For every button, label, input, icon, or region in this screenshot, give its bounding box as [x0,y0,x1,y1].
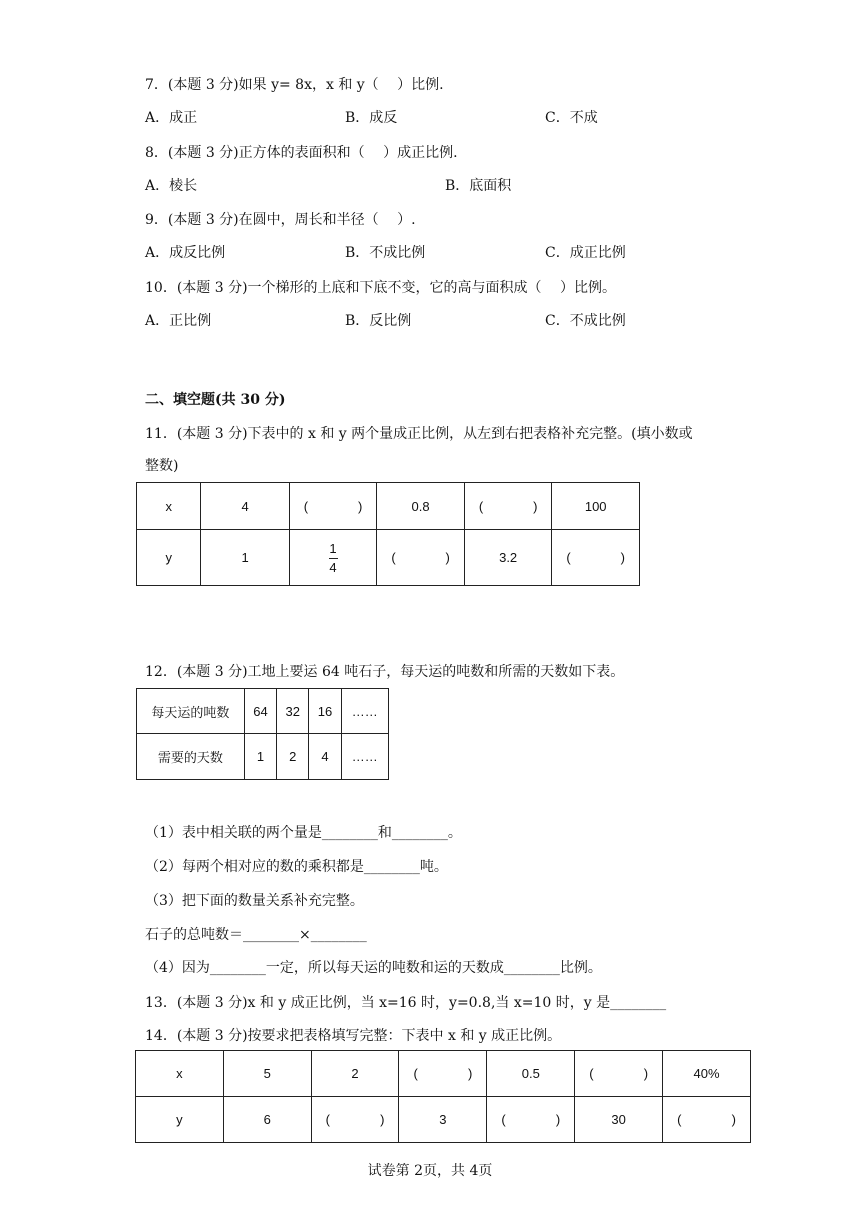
q11-blank-cell[interactable]: ( ) [464,483,552,530]
q12-cell: 16 [309,689,341,734]
q12-cell: 4 [309,734,341,780]
q14-blank-cell[interactable]: ( ) [663,1097,751,1143]
q14-cell: 2 [311,1051,399,1097]
q14-blank-cell[interactable]: ( ) [311,1097,399,1143]
q8-option-b: B．底面积 [445,178,512,194]
q11-cell: 100 [552,483,640,530]
q7-option-c: C．不成 [545,110,598,126]
q12-cell: 64 [244,689,276,734]
q14-cell-y-label: y [136,1097,224,1143]
q14-cell: 40% [663,1051,751,1097]
q14-blank-cell[interactable]: ( ) [575,1051,663,1097]
q11-cell: 3.2 [464,530,552,586]
q12-sub3-formula: 石子的总吨数＝________×________ [145,927,367,943]
q12-sub2: （2）每两个相对应的数的乘积都是________吨。 [145,859,448,875]
q11-cell: 0.8 [377,483,465,530]
q9-option-c: C．成正比例 [545,245,626,261]
q9-option-a: A．成反比例 [145,245,226,261]
q14-blank-cell[interactable]: ( ) [487,1097,575,1143]
fraction [329,542,338,575]
q13-stem: 13．(本题 3 分)x 和 y 成正比例，当 x=16 时，y=0.8,当 x=10 时，y 是________ [145,995,667,1011]
q14-cell: 0.5 [487,1051,575,1097]
fraction-bar [329,558,338,559]
page-footer: 试卷第 2页，共 4页 [367,1163,493,1179]
q7-stem: 7．(本题 3 分)如果 y= 8x，x 和 y（ ）比例. [145,77,444,93]
q12-sub4: （4）因为________一定，所以每天运的吨数和运的天数成________比例。 [145,960,602,976]
q12-table [136,688,389,780]
q10-option-c: C．不成比例 [545,313,626,329]
q7-option-b: B．成反 [345,110,398,126]
q14-table [135,1050,751,1143]
q12-cell: …… [341,734,388,780]
q12-sub3: （3）把下面的数量关系补充完整。 [145,893,364,909]
fraction-numerator: 1 [329,540,337,556]
q14-cell: 6 [223,1097,311,1143]
q7-option-a: A．成正 [145,110,198,126]
q11-fraction-cell [289,530,377,586]
q12-cell: 2 [277,734,309,780]
q14-cell-x-label: x [136,1051,224,1097]
q14-cell: 5 [223,1051,311,1097]
q12-sub1: （1）表中相关联的两个量是________和________。 [145,825,462,841]
q9-option-b: B．不成比例 [345,245,426,261]
q14-cell: 3 [399,1097,487,1143]
q14-cell: 30 [575,1097,663,1143]
q8-option-a: A．棱长 [145,178,198,194]
q11-stem-cont: 整数) [145,458,179,474]
q12-cell: 1 [244,734,276,780]
q12-stem: 12．(本题 3 分)工地上要运 64 吨石子，每天运的吨数和所需的天数如下表。 [145,664,625,680]
q12-cell: 32 [277,689,309,734]
q11-cell-y-label: y [137,530,201,586]
q14-blank-cell[interactable]: ( ) [399,1051,487,1097]
q11-blank-cell[interactable]: ( ) [377,530,465,586]
q14-stem: 14．(本题 3 分)按要求把表格填写完整：下表中 x 和 y 成正比例。 [145,1028,562,1044]
q12-row-header: 每天运的吨数 [137,689,245,734]
q10-option-a: A．正比例 [145,313,212,329]
q9-stem: 9．(本题 3 分)在圆中，周长和半径（ ）. [145,212,416,228]
section-title: 二、填空题(共 30 分) [145,392,286,408]
q10-option-b: B．反比例 [345,313,412,329]
q11-table [136,482,640,586]
q11-cell: 1 [201,530,289,586]
q11-blank-cell[interactable]: ( ) [289,483,377,530]
q11-cell-x-label: x [137,483,201,530]
q12-row-header: 需要的天数 [137,734,245,780]
q12-cell: …… [341,689,388,734]
fraction-denominator: 4 [329,559,337,575]
q8-stem: 8．(本题 3 分)正方体的表面积和（ ）成正比例. [145,145,458,161]
q11-cell: 4 [201,483,289,530]
q10-stem: 10．(本题 3 分)一个梯形的上底和下底不变，它的高与面积成（ ）比例。 [145,280,616,296]
q11-blank-cell[interactable]: ( ) [552,530,640,586]
q11-stem: 11．(本题 3 分)下表中的 x 和 y 两个量成正比例，从左到右把表格补充完整。(填小数或 [145,426,693,442]
